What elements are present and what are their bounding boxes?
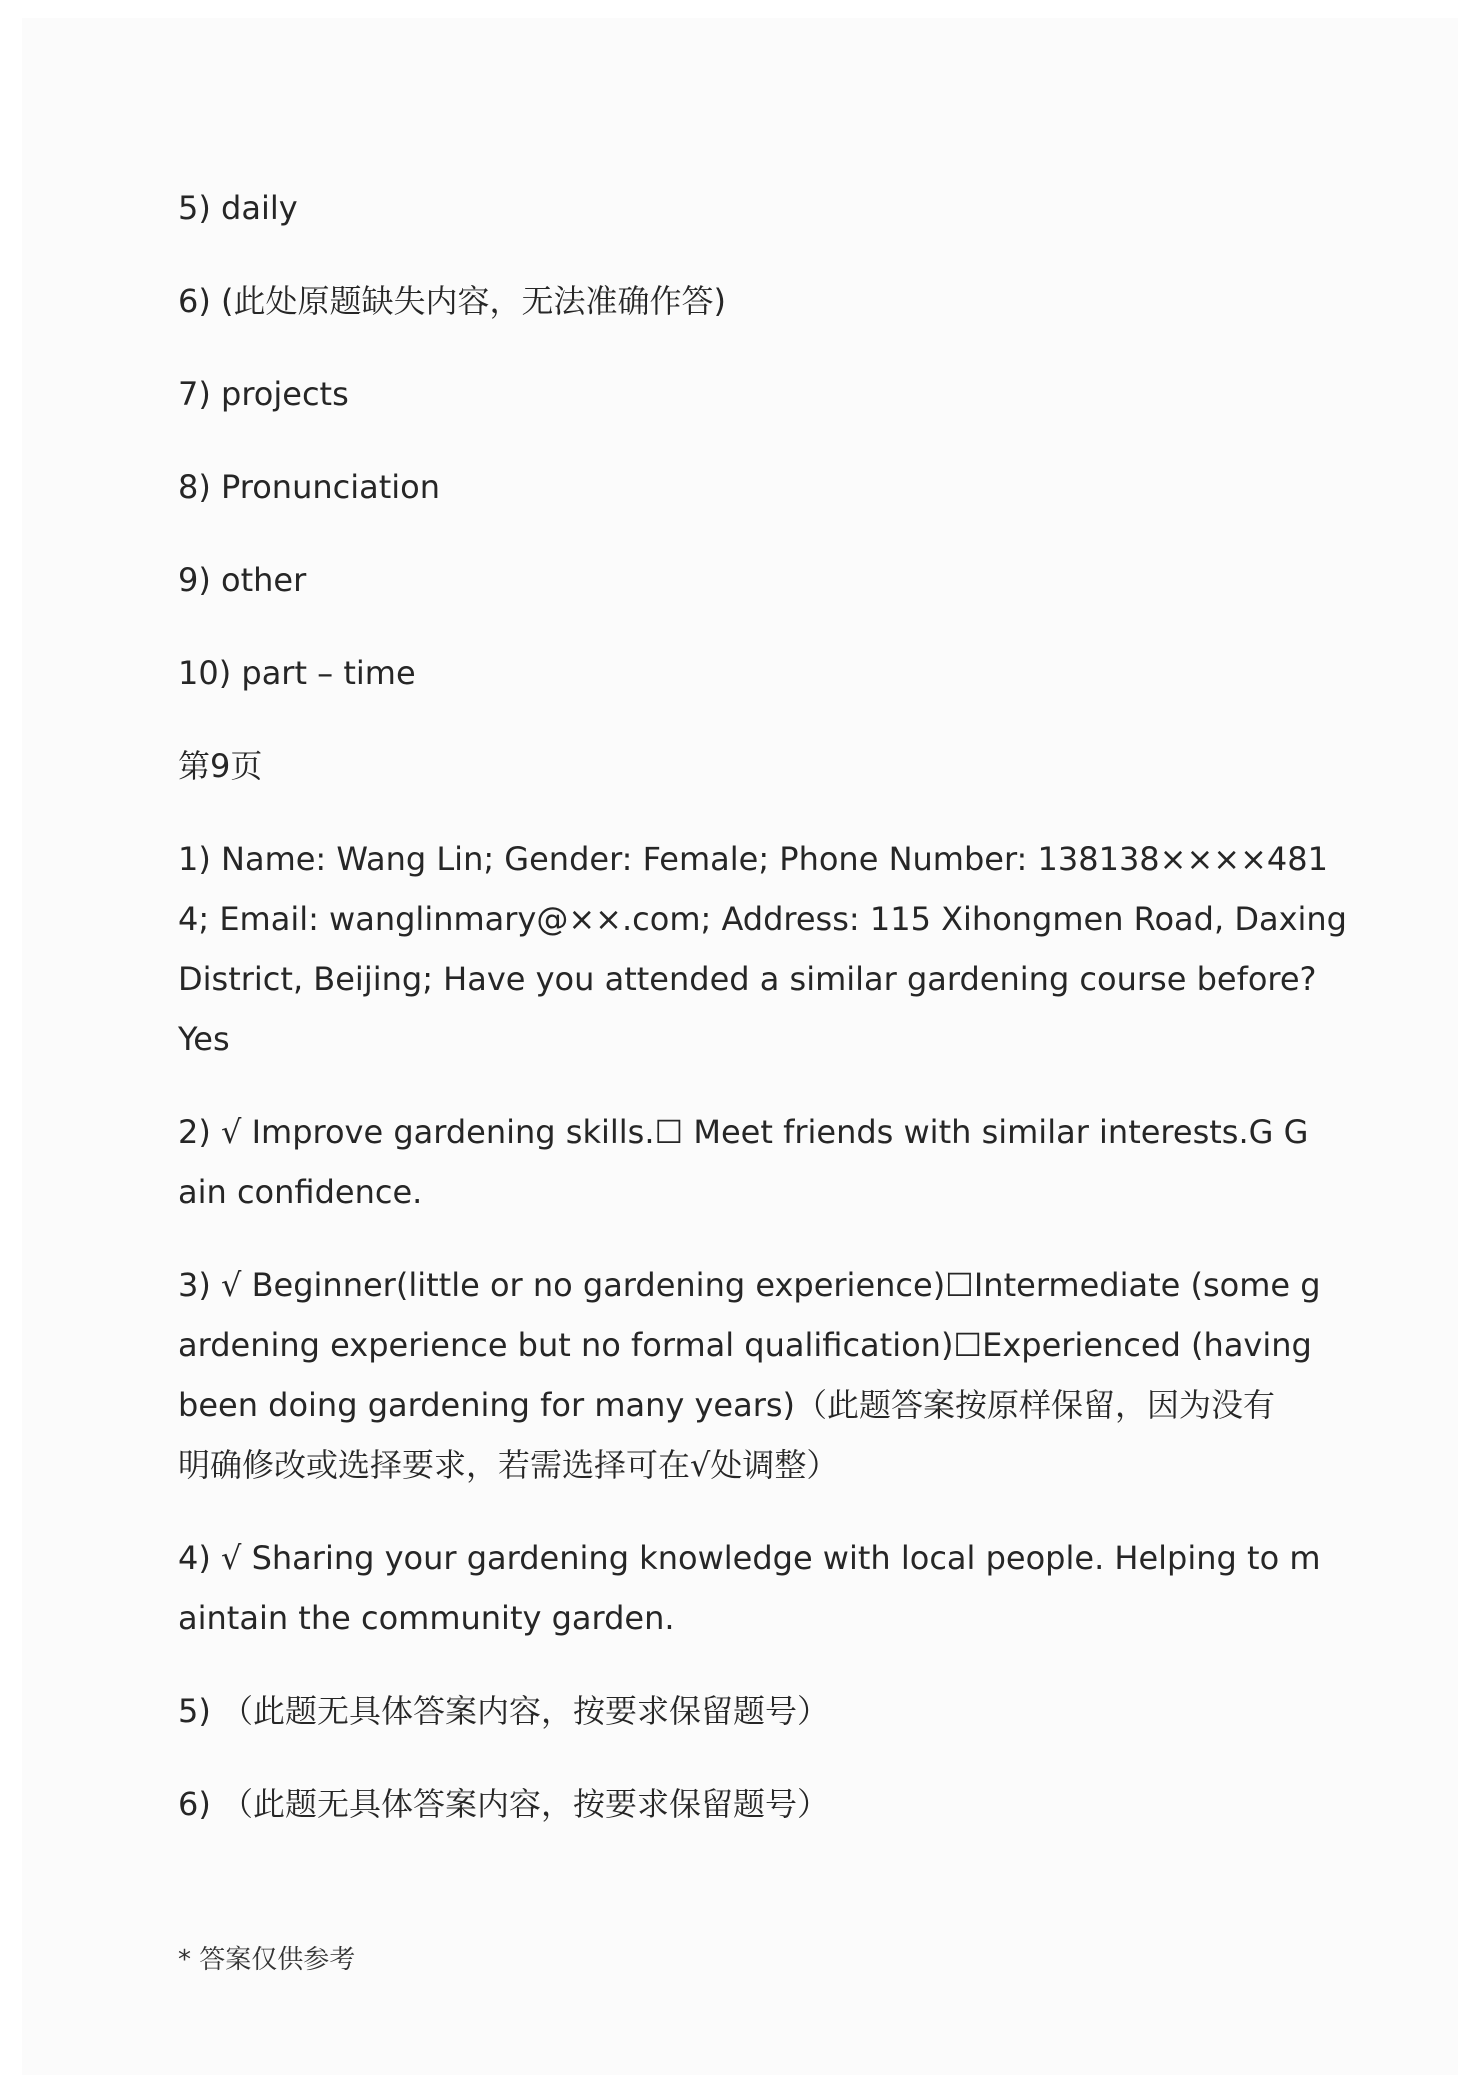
answer-line: 10) part – time (178, 654, 416, 692)
answer-row: ain confidence. (178, 1173, 423, 1211)
question-4-answer (178, 1528, 1321, 1648)
answer-row: 1) Name: Wang Lin; Gender: Female; Phone Number: 138138××××481 (178, 840, 1328, 878)
answer-line: 6) (此处原题缺失内容，无法准确作答) (178, 282, 726, 320)
answer-row: District, Beijing; Have you attended a similar gardening course before? (178, 960, 1317, 998)
answer-row: aintain the community garden. (178, 1599, 675, 1637)
answer-line: 5) daily (178, 189, 298, 227)
footnote: * 答案仅供参考 (178, 1945, 356, 1975)
question-2-answer (178, 1102, 1309, 1222)
answer-row: 4; Email: wanglinmary@××.com; Address: 115 Xihongmen Road, Daxing (178, 900, 1347, 938)
answer-content (178, 178, 1347, 1867)
answer-line: 9) other (178, 561, 307, 599)
question-1-answer (178, 829, 1347, 1069)
answer-row: 3) √ Beginner(little or no gardening experience)☐Intermediate (some g (178, 1266, 1321, 1304)
question-6-answer: 6) （此题无具体答案内容，按要求保留题号） (178, 1785, 830, 1823)
answer-row: 2) √ Improve gardening skills.☐ Meet friends with similar interests.G G (178, 1113, 1309, 1151)
answer-row: been doing gardening for many years)（此题答案按原样保留，因为没有 (178, 1386, 1276, 1424)
section-title: 第9页 (178, 747, 263, 785)
question-5-answer: 5) （此题无具体答案内容，按要求保留题号） (178, 1692, 830, 1730)
answer-row: 明确修改或选择要求，若需选择可在√处调整） (178, 1446, 839, 1484)
answer-row: ardening experience but no formal qualification)☐Experienced (having (178, 1326, 1312, 1364)
question-3-answer (178, 1255, 1321, 1495)
answer-row: 4) √ Sharing your gardening knowledge with local people. Helping to m (178, 1539, 1321, 1577)
answer-line: 8) Pronunciation (178, 468, 441, 506)
answer-row: Yes (178, 1020, 230, 1058)
answer-line: 7) projects (178, 375, 349, 413)
